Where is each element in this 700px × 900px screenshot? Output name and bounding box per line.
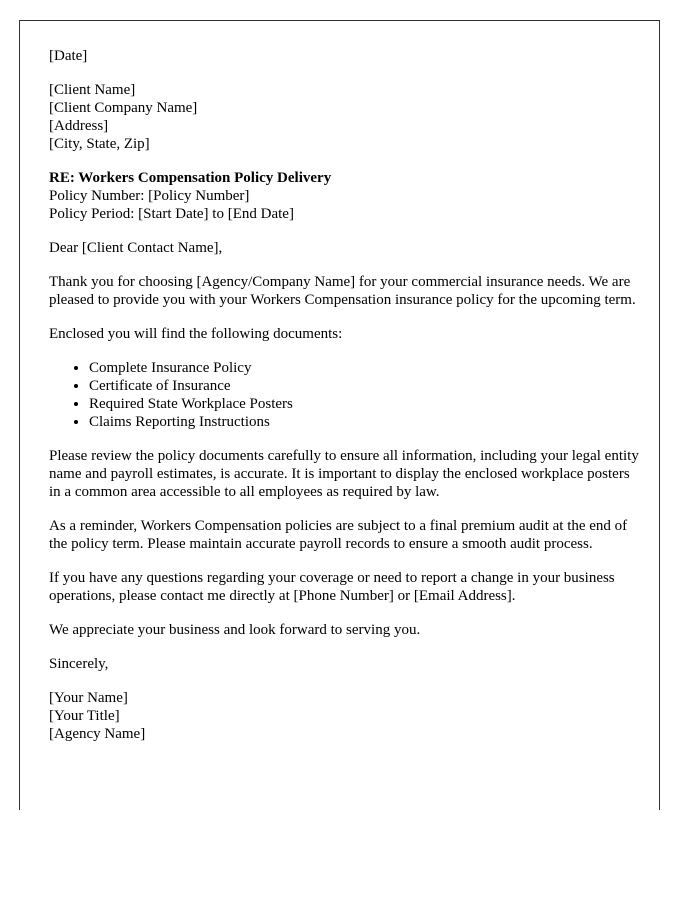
- date-block: [49, 47, 639, 65]
- list-item: • Certificate of Insurance: [89, 377, 639, 395]
- list-item: • Required State Workplace Posters: [89, 395, 639, 413]
- intro-paragraph: Thank you for choosing [Agency/Company Name] for your commercial insurance needs. We are pleased to provide you with your Workers Compensation insurance policy for the upcoming term.: [49, 274, 636, 308]
- appreciation-paragraph: We appreciate your business and look forward to serving you.: [49, 622, 421, 638]
- client-name: [Client Name]: [49, 82, 136, 98]
- client-address: [Address]: [49, 118, 109, 134]
- client-city-state-zip: [City, State, Zip]: [49, 136, 150, 152]
- policy-period: Policy Period: [Start Date] to [End Date]: [49, 206, 294, 222]
- signer-name: [Your Name]: [49, 690, 128, 706]
- letter-page: [19, 20, 660, 810]
- review-paragraph: Please review the policy documents carefully to ensure all information, including your legal entity name and payroll estimates, is accurate. It is important to display the enclosed workplace posters in a common area accessible to all employees as required by law.: [49, 448, 639, 500]
- recipient-address: [49, 81, 639, 153]
- closing: Sincerely,: [49, 656, 109, 672]
- questions-paragraph: If you have any questions regarding your coverage or need to report a change in your business operations, please contact me directly at [Phone Number] or [Email Address].: [49, 570, 615, 604]
- client-company-name: [Client Company Name]: [49, 100, 198, 116]
- enclosed-documents-list: [49, 359, 639, 431]
- list-item: • Complete Insurance Policy: [89, 359, 639, 377]
- enclosed-intro: Enclosed you will find the following documents:: [49, 326, 343, 342]
- letter-body: [49, 47, 639, 759]
- reference-block: [49, 169, 639, 223]
- signer-agency: [Agency Name]: [49, 726, 146, 742]
- policy-number: Policy Number: [Policy Number]: [49, 188, 250, 204]
- subject-line: RE: Workers Compensation Policy Delivery: [49, 170, 332, 186]
- signature-block: [49, 689, 639, 743]
- salutation: Dear [Client Contact Name],: [49, 240, 223, 256]
- reminder-paragraph: As a reminder, Workers Compensation policies are subject to a final premium audit at the end of the policy term. Please maintain accurate payroll records to ensure a smooth audit process.: [49, 518, 628, 552]
- letter-date: [Date]: [49, 48, 88, 64]
- signer-title: [Your Title]: [49, 708, 120, 724]
- list-item: • Claims Reporting Instructions: [89, 413, 639, 431]
